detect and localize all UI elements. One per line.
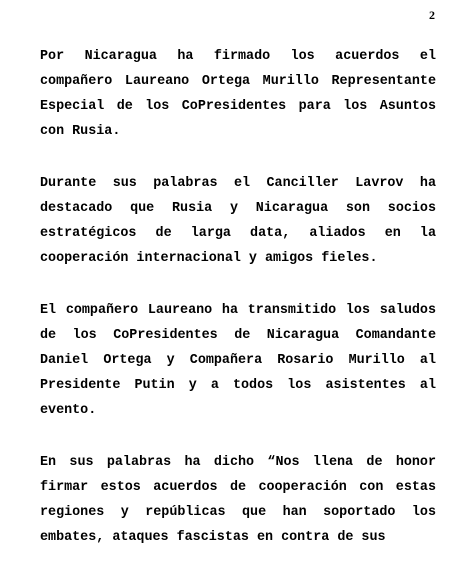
- document-body: [40, 44, 436, 575]
- page-number: 2: [429, 8, 435, 22]
- paragraph-greetings: El compañero Laureano ha transmitido los saludos de los CoPresidentes de Nicaragua Comandante Daniel Ortega y Compañera Rosario Murillo al Presidente Putin y a todos los asistentes al evento.: [40, 303, 436, 418]
- paragraph-lavrov: Durante sus palabras el Canciller Lavrov ha destacado que Rusia y Nicaragua son socios estratégicos de larga data, aliados en la cooperación internacional y amigos fieles.: [40, 176, 436, 266]
- paragraph-signing: Por Nicaragua ha firmado los acuerdos el compañero Laureano Ortega Murillo Representante Especial de los CoPresidentes para los Asuntos con Rusia.: [40, 49, 436, 139]
- paragraph-quote: En sus palabras ha dicho “Nos llena de honor firmar estos acuerdos de cooperación con estas regiones y repúblicas que han soportado los embates, ataques fascistas en contra de sus: [40, 455, 436, 545]
